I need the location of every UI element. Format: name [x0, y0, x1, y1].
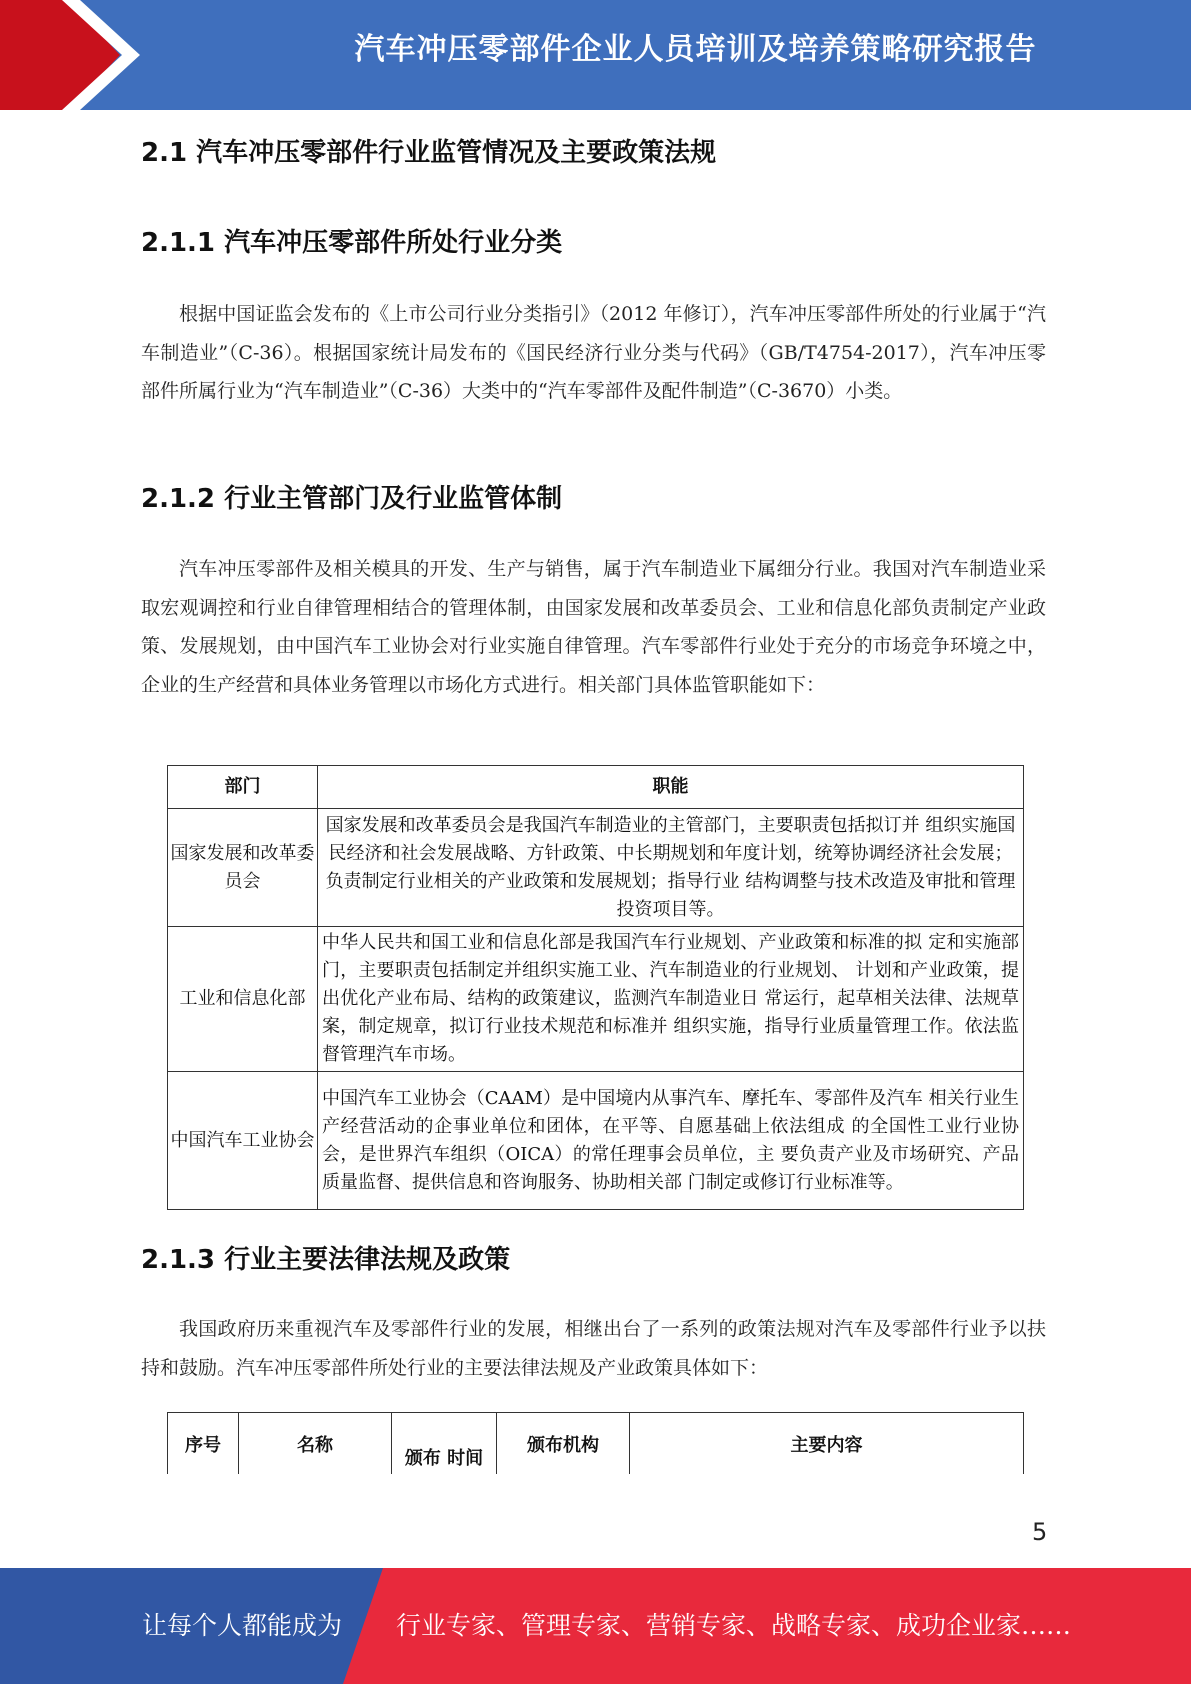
dept-cell: 国家发展和改革委员会	[168, 809, 318, 927]
function-cell: 中国汽车工业协会（CAAM）是中国境内从事汽车、摩托车、零部件及汽车 相关行业生产经营活动的企事业单位和团体，在平等、自愿基础上依法组成 的全国性工业行业协会，是世界汽车组织（OICA）的常任理事会员单位，主 要负责产业及市场研究、产品质量监督、提供信息和咨询服务、协助相关部 门制定或修订行业标准等。	[318, 1072, 1024, 1210]
laws-policies-table	[167, 1412, 1024, 1474]
footer-slogan-right: 行业专家、管理专家、营销专家、战略专家、成功企业家……	[396, 1611, 1072, 1640]
header-banner	[0, 0, 1191, 110]
table-header-content: 主要内容	[630, 1413, 1024, 1475]
dept-cell: 工业和信息化部	[168, 927, 318, 1072]
table-header-issuer: 颁布机构	[497, 1413, 630, 1475]
table-header-dept: 部门	[168, 766, 318, 809]
table-header-function: 职能	[318, 766, 1024, 809]
page-number: 5	[1032, 1518, 1048, 1546]
section-heading-2-1-3: 2.1.3 行业主要法律法规及政策	[141, 1245, 511, 1275]
section-heading-2-1: 2.1 汽车冲压零部件行业监管情况及主要政策法规	[141, 138, 717, 168]
function-cell: 中华人民共和国工业和信息化部是我国汽车行业规划、产业政策和标准的拟 定和实施部门，主要职责包括制定并组织实施工业、汽车制造业的行业规划、 计划和产业政策，提出优化产业布局、结构的政策建议，监测汽车制造业日 常运行，起草相关法律、法规草案，制定规章，拟订行业技术规范和标准并 组织实施，指导行业质量管理工作。依法监督管理汽车市场。	[318, 927, 1024, 1072]
function-cell: 国家发展和改革委员会是我国汽车制造业的主管部门，主要职责包括拟订并 组织实施国民经济和社会发展战略、方针政策、中长期规划和年度计划，统筹协调经济社会发展；负责制定行业相关的产业政策和发展规划；指导行业 结构调整与技术改造及审批和管理投资项目等。	[318, 809, 1024, 927]
table-header-row	[168, 1413, 1024, 1475]
footer-banner	[0, 1568, 1191, 1684]
section-heading-2-1-1: 2.1.1 汽车冲压零部件所处行业分类	[141, 228, 563, 258]
paragraph-industry-classification: 根据中国证监会发布的《上市公司行业分类指引》（2012 年修订），汽车冲压零部件所处的行业属于“汽车制造业”（C-36）。根据国家统计局发布的《国民经济行业分类与代码》（GB/T4754-2017），汽车冲压零部件所属行业为“汽车制造业”（C-36）大类中的“汽车零部件及配件制造”（C-3670）小类。	[141, 303, 1046, 402]
table-header-date: 颁布 时间	[392, 1413, 497, 1475]
table-header-row	[168, 766, 1024, 809]
regulatory-departments-table	[167, 765, 1024, 1210]
paragraph-laws-policies: 我国政府历来重视汽车及零部件行业的发展，相继出台了一系列的政策法规对汽车及零部件行业予以扶持和鼓励。汽车冲压零部件所处行业的主要法律法规及产业政策具体如下：	[141, 1318, 1046, 1379]
section-heading-2-1-2: 2.1.2 行业主管部门及行业监管体制	[141, 484, 563, 514]
table-header-index: 序号	[168, 1413, 239, 1475]
header-title: 汽车冲压零部件企业人员培训及培养策略研究报告	[354, 32, 1037, 67]
table-row	[168, 927, 1024, 1072]
table-row	[168, 809, 1024, 927]
footer-slogan-left: 让每个人都能成为	[142, 1611, 343, 1640]
paragraph-regulatory-system: 汽车冲压零部件及相关模具的开发、生产与销售，属于汽车制造业下属细分行业。我国对汽车制造业采取宏观调控和行业自律管理相结合的管理体制，由国家发展和改革委员会、工业和信息化部负责制定产业政策、发展规划，由中国汽车工业协会对行业实施自律管理。汽车零部件行业处于充分的市场竞争环境之中，企业的生产经营和具体业务管理以市场化方式进行。相关部门具体监管职能如下：	[141, 558, 1046, 696]
dept-cell: 中国汽车工业协会	[168, 1072, 318, 1210]
arrow-decoration-icon	[0, 0, 220, 110]
table-row	[168, 1072, 1024, 1210]
table-header-name: 名称	[239, 1413, 392, 1475]
